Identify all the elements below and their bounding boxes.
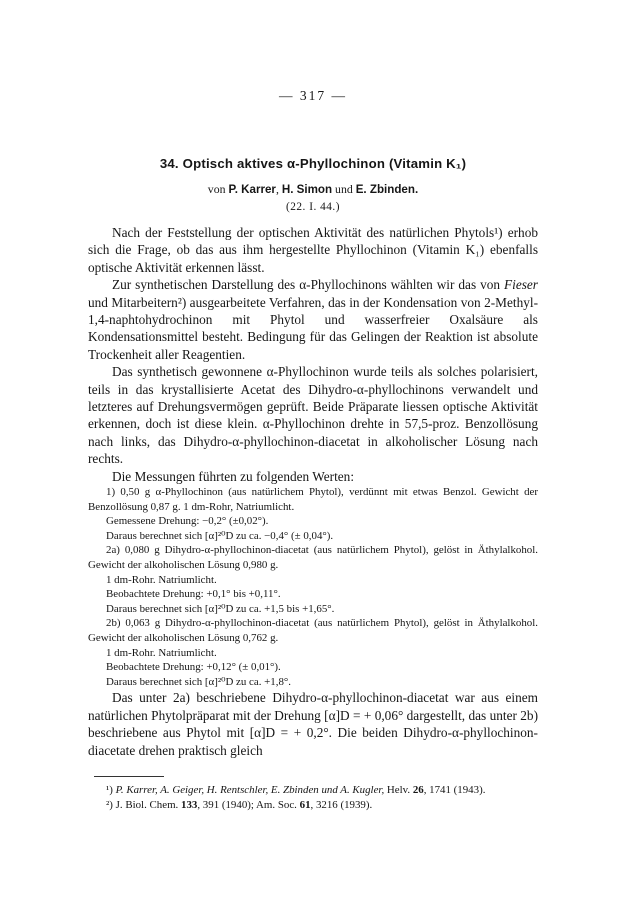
footnote-2 [88,798,538,813]
paragraph-closing: Das unter 2a) beschriebene Dihydro-α-phyllochinon-diacetat war aus einem natürlichen Phytolpräparat mit der Drehung [α]D = + 0,06° dargestellt, das unter 2b) beschriebene aus Phytol mit [α]D = + 0,2°. Die beiden Dihydro-α-phyllochinon-diacetate drehen praktisch gleich [88,690,538,758]
footnote-1-marker: ¹) [106,784,113,796]
footnote-1-volume: 26 [412,784,424,796]
measurement-2b-tube: 1 dm-Rohr. Natriumlicht. [106,646,217,659]
footnote-1 [88,783,538,798]
page-number: — 317 — [279,88,347,103]
measurement-2a: 2a) 0,080 g Dihydro-α-phyllochinon-diacetat (aus natürlichem Phytol), gelöst in Äthylalkohol. Gewicht der alkoholischen Lösung 0,980 g. [88,544,538,572]
measurement-2a-calc: Daraus berechnet sich [α]²⁰D zu ca. +1,5 bis +1,65°. [106,602,335,615]
paragraph-polarisation: Das synthetisch gewonnene α-Phyllochinon wurde teils als solches polarisiert, teils in das krystallisierte Acetat des Dihydro-α-phyllochinons verwandelt und letzteres auf Drehungsvermögen geprüft. Beide Präparate liessen optische Aktivität erkennen, doch ist diese klein. α-Phyllochinon drehte in 57,5-proz. Benzollösung nach links, das Dihydro-α-phyllochinon-diacetat in alkoholischer Lösung nach rechts. [88,364,538,467]
article-body [88,224,538,759]
footnote-2-marker: ²) [106,798,113,811]
synthesis-text-a: Zur synthetischen Darstellung des α-Phyllochinons wählten wir das von [112,277,501,293]
synthesis-text-b: und Mitarbeitern²) ausgearbeitete Verfahren, das in der Kondensation von 2-Methyl-1,4-naphtohydrochinon mit Phytol und wasserfreier Oxalsäure als Kondensationsmittel besteht. Bedingung für das Gelingen der Reaktion ist absolute Trockenheit aller Reagentien. [88,294,538,362]
footnote-2-volume-2: 61 [299,798,311,811]
measurement-2b-rotation: Beobachtete Drehung: +0,12° (± 0,01°). [106,661,281,674]
authors-prefix: von [207,182,226,196]
paragraph-synthesis [88,276,538,363]
measurement-1-calc: Daraus berechnet sich [α]²⁰D zu ca. −0,4° (± 0,04°). [106,529,334,542]
footnote-1-rest: , 1741 (1943). [423,784,486,796]
footnote-2-mid: , 391 (1940); Am. Soc. [197,798,297,811]
footnote-1-journal: Helv. [386,784,411,796]
paragraph-intro: Nach der Feststellung der optischen Aktivität des natürlichen Phytols¹) erhob sich die Frage, ob das aus ihm hergestellte Phyllochinon (Vitamin K₁) ebenfalls optische Aktivität erkennen lässt. [88,225,538,275]
footnote-2-end: , 3216 (1939). [310,798,373,811]
measurement-1-rotation: Gemessene Drehung: −0,2° (±0,02°). [106,515,269,528]
footnote-2-volume: 133 [181,798,198,811]
footnotes [88,783,538,812]
measurements-block [88,485,538,689]
footnote-1-authors: P. Karrer, A. Geiger, H. Rentschler, E. Zbinden und A. Kugler, [115,784,385,796]
author-simon: H. Simon [281,183,333,196]
and-word: und [335,182,353,196]
paragraph-measurements-intro: Die Messungen führten zu folgenden Werten: [112,468,355,484]
author-karrer: P. Karrer [228,183,276,196]
measurement-1: 1) 0,50 g α-Phyllochinon (aus natürlichem Phytol), verdünnt mit etwas Benzol. Gewicht der Benzollösung 0,87 g. 1 dm-Rohr, Natriumlicht. [88,486,538,513]
article-authors: von P. Karrer, H. Simon und E. Zbinden. [207,182,419,196]
footnote-2-journal: J. Biol. Chem. [115,798,179,811]
article-date: (22. I. 44.) [285,201,340,213]
author-zbinden: E. Zbinden. [355,183,419,196]
measurement-2a-rotation: Beobachtete Drehung: +0,1° bis +0,11°. [106,588,281,601]
footnote-divider [94,776,164,777]
measurement-2b-calc: Daraus berechnet sich [α]²⁰D zu ca. +1,8°. [106,675,292,688]
article-title: 34. Optisch aktives α-Phyllochinon (Vitamin K₁) [159,156,467,171]
measurement-2a-tube: 1 dm-Rohr. Natriumlicht. [106,573,217,586]
author-name-fieser: Fieser [504,277,538,293]
measurement-2b: 2b) 0,063 g Dihydro-α-phyllochinon-diacetat (aus natürlichem Phytol), gelöst in Äthylalkohol. Gewicht der alkoholischen Lösung 0,762 g. [88,617,538,645]
